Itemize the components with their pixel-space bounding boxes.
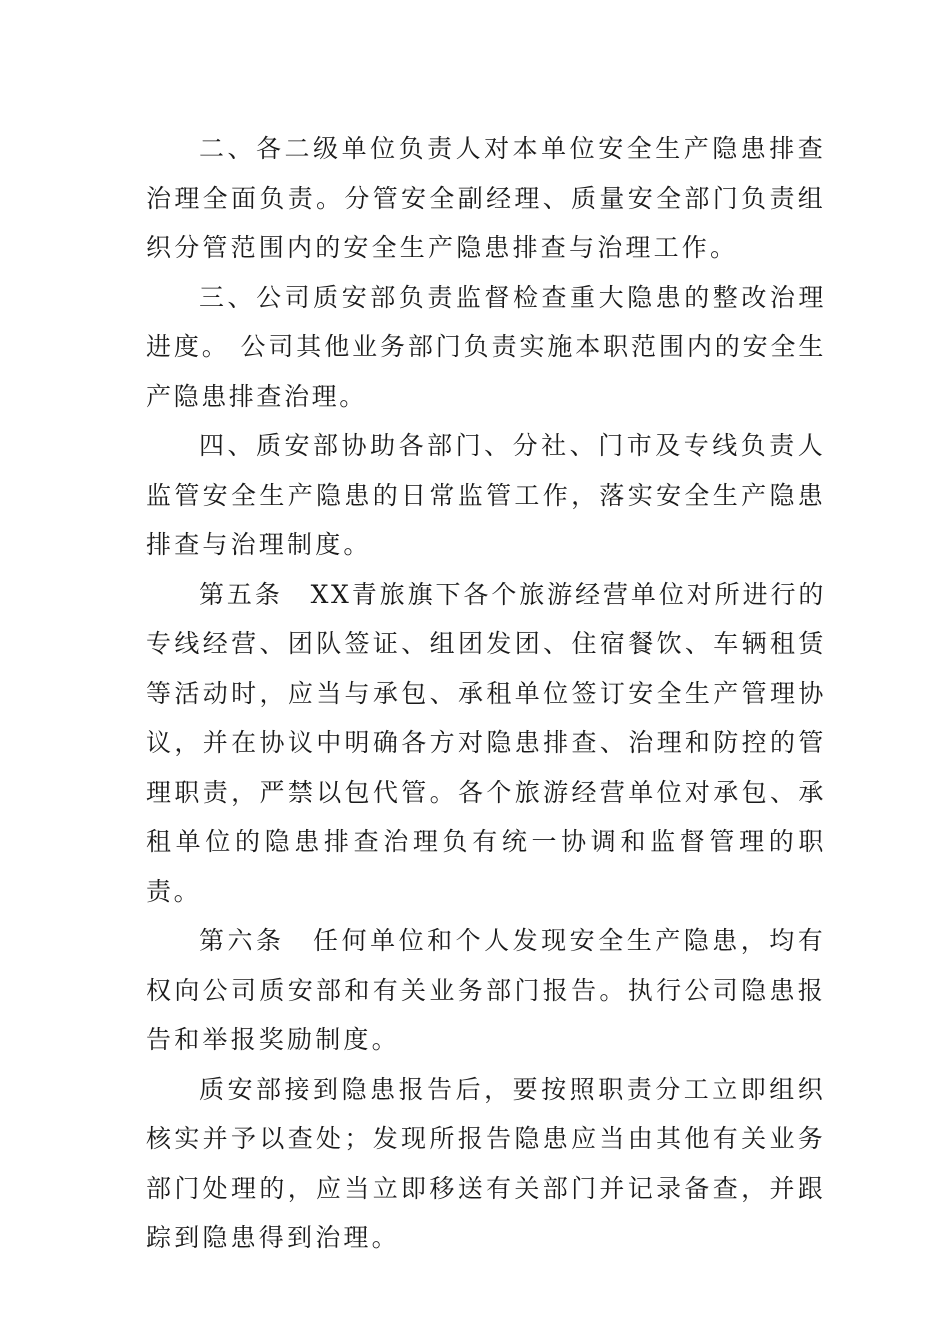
- paragraph-clause-3: 三、公司质安部负责监督检查重大隐患的整改治理进度。 公司其他业务部门负责实施本职范围内的安全生产隐患排查治理。: [146, 282, 826, 411]
- paragraph-report-handling: 质安部接到隐患报告后，要按照职责分工立即组织核实并予以查处；发现所报告隐患应当由其他有关业务部门处理的，应当立即移送有关部门并记录备查，并跟踪到隐患得到治理。: [146, 1074, 826, 1252]
- paragraph-article-6: 第六条 任何单位和个人发现安全生产隐患，均有权向公司质安部和有关业务部门报告。执行公司隐患报告和举报奖励制度。: [146, 926, 826, 1054]
- document-body: [146, 124, 826, 1263]
- paragraph-clause-2: 二、各二级单位负责人对本单位安全生产隐患排查治理全面负责。分管安全副经理、质量安全部门负责组织分管范围内的安全生产隐患排查与治理工作。: [146, 134, 826, 262]
- paragraph-article-5: 第五条 XX青旅旗下各个旅游经营单位对所进行的专线经营、团队签证、组团发团、住宿餐饮、车辆租赁等活动时，应当与承包、承租单位签订安全生产管理协议，并在协议中明确各方对隐患排查、治理和防控的管理职责，严禁以包代管。各个旅游经营单位对承包、承租单位的隐患排查治理负有统一协调和监督管理的职责。: [146, 579, 826, 906]
- paragraph-clause-4: 四、质安部协助各部门、分社、门市及专线负责人监管安全生产隐患的日常监管工作，落实安全生产隐患排查与治理制度。: [146, 431, 826, 559]
